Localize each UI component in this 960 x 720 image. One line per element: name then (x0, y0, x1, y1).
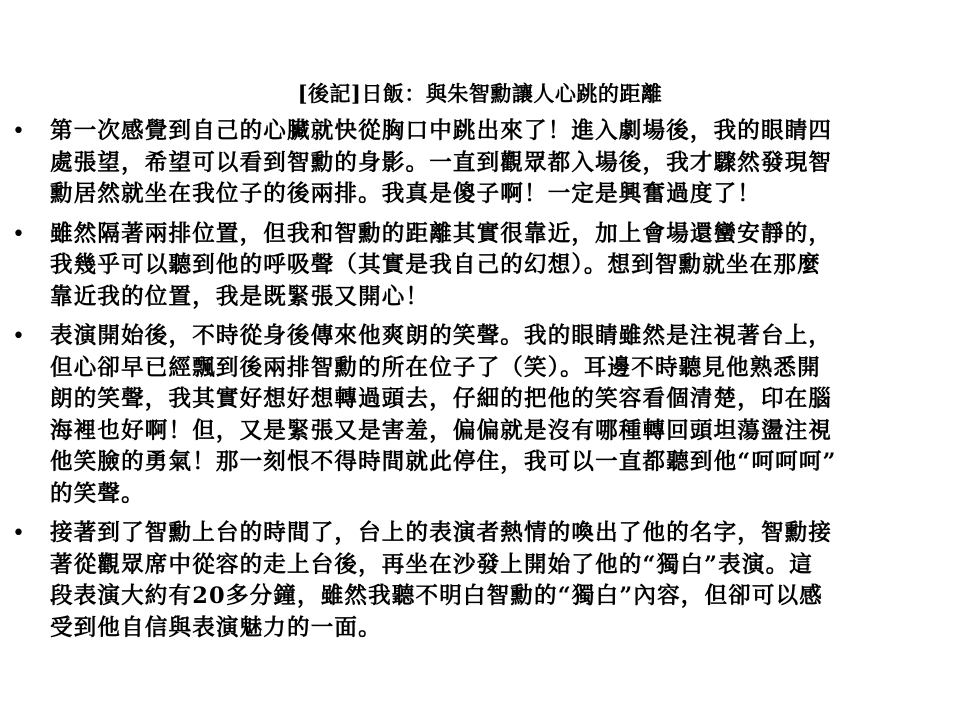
bullet-icon: • (12, 324, 25, 349)
text-line: 朗的笑聲，我其實好想好想轉過頭去，仔細的把他的笑容看個清楚，印在腦 (50, 386, 833, 412)
text-line: 第一次感覺到自己的心臟就快從胸口中跳出來了！進入劇場後，我的眼睛四 (50, 118, 833, 144)
page-title: [後記]日飯：與朱智勳讓人心跳的距離 (297, 81, 663, 106)
bullet-item (10, 518, 940, 644)
text-line: 段表演大約有20多分鐘，雖然我聽不明白智勳的“獨白”內容，但卻可以感 (50, 583, 823, 609)
text-line: 表演開始後，不時從身後傳來他爽朗的笑聲。我的眼睛雖然是注視著台上， (50, 323, 833, 349)
text-line: 處張望，希望可以看到智勳的身影。一直到觀眾都入場後，我才驟然發現智 (50, 149, 833, 176)
bullet-item (10, 116, 940, 211)
bullet-icon: • (12, 221, 25, 247)
paragraph (50, 116, 940, 211)
text-line: 但心卻早已經飄到後兩排智勳的所在位子了（笑）。耳邊不時聽見他熟悉開 (50, 354, 821, 381)
text-line: 受到他自信與表演魅力的一面。 (50, 614, 382, 641)
text-line: 我幾乎可以聽到他的呼吸聲（其實是我自己的幻想）。想到智勳就坐在那麼 (50, 252, 821, 278)
text-line: 靠近我的位置，我是既緊張又開心！ (50, 283, 430, 310)
paragraph (50, 518, 940, 644)
text-line: 接著到了智勳上台的時間了，台上的表演者熱情的喚出了他的名字，智勳接 (50, 520, 833, 546)
text-line: 的笑聲。 (50, 480, 145, 507)
bullet-item (10, 219, 940, 314)
text-line: 雖然隔著兩排位置，但我和智勳的距離其實很靠近，加上會場還蠻安靜的， (50, 220, 833, 247)
bullet-icon: • (12, 119, 25, 144)
text-line: 勳居然就坐在我位子的後兩排。我真是傻子啊！一定是興奮過度了！ (50, 181, 762, 207)
text-line: 海裡也好啊！但，又是緊張又是害羞，偏偏就是沒有哪種轉回頭坦蕩盪注視 (50, 417, 833, 444)
paragraph (50, 219, 940, 314)
text-line: 著從觀眾席中從容的走上台後，再坐在沙發上開始了他的“獨白”表演。這 (50, 551, 813, 578)
bullet-item (10, 321, 940, 510)
text-line: 他笑臉的勇氣！那一刻恨不得時間就此停住，我可以一直都聽到他“呵呵呵” (50, 449, 837, 475)
bullet-icon: • (12, 521, 25, 546)
bullet-list (10, 116, 940, 652)
paragraph (50, 321, 940, 510)
